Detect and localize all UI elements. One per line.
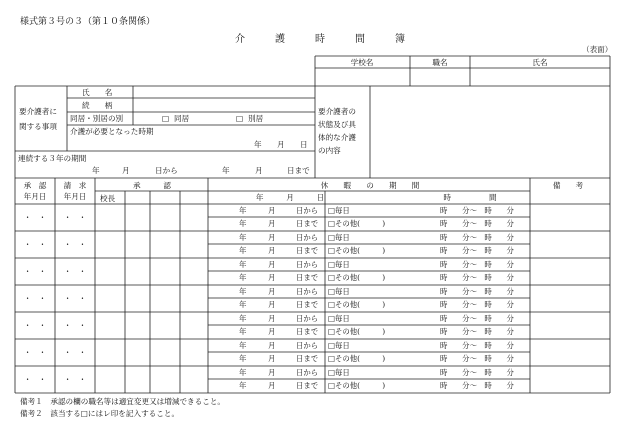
request-date-header-2: 年月日 [63,192,87,201]
period-start-year: 年 [92,166,100,175]
approval-date-cell[interactable]: ・ ・ [23,321,47,330]
from-month: 月 [268,287,276,296]
checkbox-icon: □ [328,219,335,228]
from-day: 日から [296,260,319,269]
relation-label: 続 柄 [82,101,113,110]
from-year: 年 [239,206,247,215]
from-month: 月 [268,368,276,377]
time-range-1: 時 分～ 時 分 [440,314,514,323]
other-option[interactable] [328,301,385,308]
checkbox-icon: □ [328,368,335,377]
until-month: 月 [268,381,276,390]
other-option[interactable] [328,220,385,227]
leave-period-header: 休 暇 の 期 間 [320,181,420,190]
time-range-1: 時 分～ 時 分 [440,341,514,350]
time-range-2: 時 分～ 時 分 [440,300,514,309]
other-option[interactable] [328,355,385,362]
checkbox-icon: □ [236,114,244,123]
checkbox-icon: □ [328,233,335,242]
approval-date-cell[interactable]: ・ ・ [23,348,47,357]
cohabit-option[interactable] [162,115,189,123]
position-label: 職名 [432,58,448,67]
from-month: 月 [268,233,276,242]
until-month: 月 [268,246,276,255]
until-day: 日まで [296,327,319,336]
principal-header: 校長 [100,194,116,203]
approval-date-header-2: 年月日 [23,192,47,201]
daily-option[interactable] [328,207,350,214]
request-date-cell[interactable]: ・ ・ [63,267,87,276]
from-month: 月 [268,206,276,215]
condition-label-3: 体的な介護 [318,133,356,142]
daily-option-label: 毎日 [334,206,350,215]
recipient-name-label: 氏 名 [82,88,113,97]
checkbox-icon: □ [328,314,335,323]
time-header: 時 間 [443,193,497,202]
daily-option[interactable] [328,288,350,295]
until-month: 月 [268,354,276,363]
other-option-label: その他( ) [334,246,386,255]
request-date-cell[interactable]: ・ ・ [63,321,87,330]
request-date-cell[interactable]: ・ ・ [63,348,87,357]
other-option-label: その他( ) [334,327,386,336]
checkbox-icon: □ [328,381,335,390]
approval-header: 承 認 [133,181,171,190]
daily-option[interactable] [328,369,350,376]
until-month: 月 [268,273,276,282]
until-day: 日まで [296,219,319,228]
daily-option-label: 毎日 [334,341,350,350]
form-number: 様式第３号の３（第１０条関係） [20,17,156,27]
time-range-1: 時 分～ 時 分 [440,368,514,377]
checkbox-icon: □ [328,206,335,215]
from-day: 日から [296,341,319,350]
surface-label: （表面） [582,45,613,54]
until-year: 年 [239,273,247,282]
recipient-section-label-2: 関する事項 [19,122,57,131]
remarks-header: 備 考 [552,181,584,190]
daily-option[interactable] [328,342,350,349]
period-label: 連続する３年の期間 [18,154,87,163]
approval-date-cell[interactable]: ・ ・ [23,375,47,384]
from-year: 年 [239,314,247,323]
until-day: 日まで [296,381,319,390]
time-range-2: 時 分～ 時 分 [440,354,514,363]
until-day: 日まで [296,300,319,309]
condition-label-4: の内容 [318,146,341,155]
other-option-label: その他( ) [334,300,386,309]
need-date-label: 介護が必要となった時期 [70,127,154,136]
approval-date-cell[interactable]: ・ ・ [23,240,47,249]
checkbox-icon: □ [328,354,335,363]
from-month: 月 [268,260,276,269]
from-day: 日から [296,206,319,215]
request-date-cell[interactable]: ・ ・ [63,294,87,303]
daily-option-label: 毎日 [334,287,350,296]
until-year: 年 [239,246,247,255]
daily-option[interactable] [328,261,350,268]
until-day: 日まで [296,246,319,255]
until-month: 月 [268,300,276,309]
checkbox-icon: □ [328,260,335,269]
other-option[interactable] [328,382,385,389]
other-option-label: その他( ) [334,273,386,282]
recipient-section-label: 要介護者に [19,107,57,116]
date-header: 年 月 日 [255,193,325,202]
name-label: 氏名 [532,58,548,67]
other-option-label: その他( ) [334,354,386,363]
until-year: 年 [239,300,247,309]
need-date-day: 日 [300,140,308,149]
request-date-cell[interactable]: ・ ・ [63,213,87,222]
other-option-label: その他( ) [334,381,386,390]
checkbox-icon: □ [328,300,335,309]
time-range-2: 時 分～ 時 分 [440,273,514,282]
checkbox-icon: □ [162,114,170,123]
until-year: 年 [239,219,247,228]
from-year: 年 [239,368,247,377]
separate-option-label: 別居 [248,114,264,123]
period-end-until: 日まで [287,166,310,175]
daily-option[interactable] [328,315,350,322]
time-range-1: 時 分～ 時 分 [440,206,514,215]
from-month: 月 [268,314,276,323]
period-end-year: 年 [222,166,230,175]
note-2: 備考２ 該当する□にはレ印を記入すること。 [20,409,180,418]
cohabit-option-label: 同居 [174,114,190,123]
until-day: 日まで [296,273,319,282]
until-day: 日まで [296,354,319,363]
until-year: 年 [239,327,247,336]
time-range-1: 時 分～ 時 分 [440,287,514,296]
approval-date-cell[interactable]: ・ ・ [23,294,47,303]
checkbox-icon: □ [328,287,335,296]
until-year: 年 [239,354,247,363]
other-option[interactable] [328,274,385,281]
from-day: 日から [296,368,319,377]
cohabit-label: 同居・別居の別 [70,114,124,123]
checkbox-icon: □ [328,246,335,255]
request-date-cell[interactable]: ・ ・ [63,240,87,249]
period-start-month: 月 [122,166,130,175]
other-option-label: その他( ) [334,219,386,228]
until-month: 月 [268,219,276,228]
period-end-month: 月 [255,166,263,175]
from-year: 年 [239,233,247,242]
separate-option[interactable] [236,115,263,123]
period-start-from: 日から [155,166,178,175]
other-option[interactable] [328,328,385,335]
daily-option-label: 毎日 [334,314,350,323]
condition-label-2: 状態及び具 [318,120,356,129]
from-day: 日から [296,287,319,296]
daily-option-label: 毎日 [334,260,350,269]
request-date-header: 請 求 [63,181,87,190]
time-range-2: 時 分～ 時 分 [440,327,514,336]
time-range-2: 時 分～ 時 分 [440,219,514,228]
from-year: 年 [239,341,247,350]
approval-date-header: 承 認 [23,181,47,190]
approval-date-cell[interactable]: ・ ・ [23,213,47,222]
checkbox-icon: □ [328,341,335,350]
from-day: 日から [296,233,319,242]
daily-option-label: 毎日 [334,233,350,242]
need-date-month: 月 [277,140,285,149]
from-year: 年 [239,260,247,269]
time-range-2: 時 分～ 時 分 [440,381,514,390]
school-label: 学校名 [350,58,374,67]
from-month: 月 [268,341,276,350]
from-day: 日から [296,314,319,323]
until-year: 年 [239,381,247,390]
time-range-1: 時 分～ 時 分 [440,260,514,269]
condition-label-1: 要介護者の [318,107,356,116]
from-year: 年 [239,287,247,296]
checkbox-icon: □ [328,327,335,336]
time-range-1: 時 分～ 時 分 [440,233,514,242]
time-range-2: 時 分～ 時 分 [440,246,514,255]
page-title: 介護時間簿 [235,34,435,45]
request-date-cell[interactable]: ・ ・ [63,375,87,384]
note-1: 備考１ 承認の欄の職名等は適宜変更又は増減できること。 [20,397,226,406]
approval-date-cell[interactable]: ・ ・ [23,267,47,276]
daily-option-label: 毎日 [334,368,350,377]
daily-option[interactable] [328,234,350,241]
checkbox-icon: □ [328,273,335,282]
until-month: 月 [268,327,276,336]
other-option[interactable] [328,247,385,254]
need-date-year: 年 [254,140,262,149]
